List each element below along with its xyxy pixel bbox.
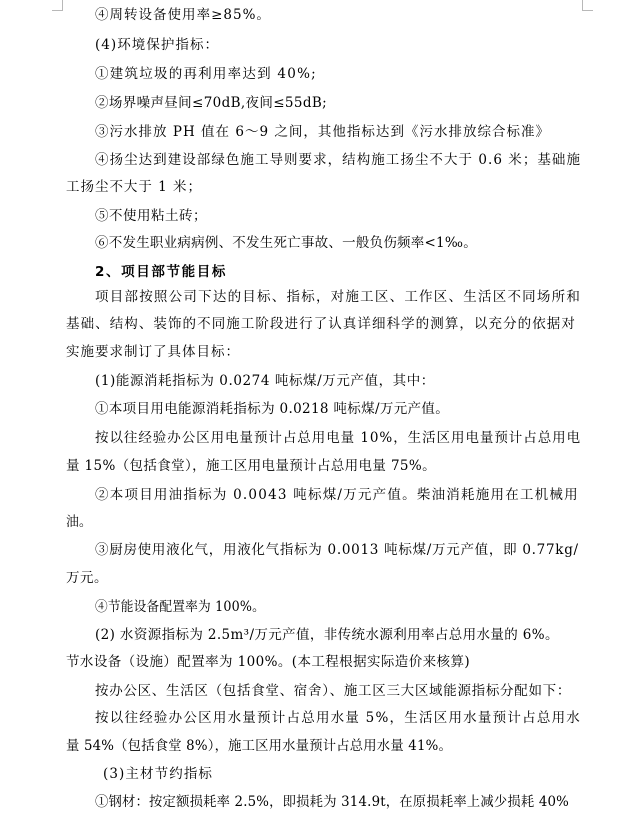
doc-line: 项目部按照公司下达的目标、指标，对施工区、工作区、生活区不同场所和: [95, 289, 582, 305]
doc-line: 量 54%（包括食堂 8%），施工区用水量预计占总用水量 41%。: [66, 738, 452, 754]
doc-line: 油。: [66, 514, 93, 530]
doc-line: ③污水排放 PH 值在 6～9 之间，其他指标达到《污水排放综合标准》: [95, 124, 551, 140]
doc-line: ⑤不使用粘土砖；: [95, 208, 207, 224]
doc-line: ③厨房使用液化气，用液化气指标为 0.0013 吨标煤/万元产值，即 0.77kg/: [95, 542, 579, 558]
doc-line: ④节能设备配置率为 100%。: [95, 599, 266, 615]
doc-line: ②场界噪声昼间≤70dB,夜间≤55dB;: [95, 95, 328, 111]
doc-line: ⑥不发生职业病病例、不发生死亡事故、一般负伤频率<1‰。: [95, 235, 477, 251]
doc-line: 节水设备（设施）配置率为 100%。(本工程根据实际造价来核算): [66, 654, 471, 670]
doc-line: 工扬尘不大于 1 米；: [66, 179, 202, 195]
doc-line: 实施要求制订了具体目标：: [66, 344, 240, 360]
page-corner-mark-left: [52, 0, 63, 11]
doc-line: (1)能源消耗指标为 0.0274 吨标煤/万元产值，其中：: [95, 373, 435, 389]
page-corner-mark-right: [582, 0, 593, 11]
doc-line: (2) 水资源指标为 2.5m³/万元产值，非传统水源利用率占总用水量的 6%。: [95, 627, 559, 643]
doc-line: 按以往经验办公区用电量预计占总用电量 10%，生活区用电量预计占总用电: [95, 430, 582, 446]
doc-line: ①钢材：按定额损耗率 2.5%，即损耗为 314.9t，在原损耗率上减少损耗 40%: [95, 794, 570, 810]
doc-line: ④扬尘达到建设部绿色施工导则要求，结构施工扬尘不大于 0.6 米；基础施: [95, 152, 581, 168]
doc-line: (3)主材节约指标: [103, 766, 214, 782]
doc-line: 万元。: [66, 570, 108, 586]
doc-line: ④周转设备使用率≥85%。: [95, 7, 271, 23]
doc-line: 量 15%（包括食堂），施工区用电量预计占总用电量 75%。: [66, 458, 436, 474]
doc-line: ②本项目用油指标为 0.0043 吨标煤/万元产值。柴油消耗施用在工机械用: [95, 487, 579, 503]
doc-line: ①本项目用电能源消耗指标为 0.0218 吨标煤/万元产值。: [95, 401, 450, 417]
section-heading: 2、项目部节能目标: [95, 264, 227, 280]
doc-line: ①建筑垃圾的再利用率达到 40%;: [95, 66, 317, 82]
doc-line: 基础、结构、装饰的不同施工阶段进行了认真详细科学的测算，以充分的依据对: [66, 316, 576, 332]
doc-line: 按以往经验办公区用水量预计占总用水量 5%，生活区用水量预计占总用水: [95, 710, 582, 726]
doc-line: (4)环境保护指标：: [95, 37, 220, 53]
doc-line: 按办公区、生活区（包括食堂、宿舍）、施工区三大区域能源指标分配如下：: [95, 683, 572, 699]
